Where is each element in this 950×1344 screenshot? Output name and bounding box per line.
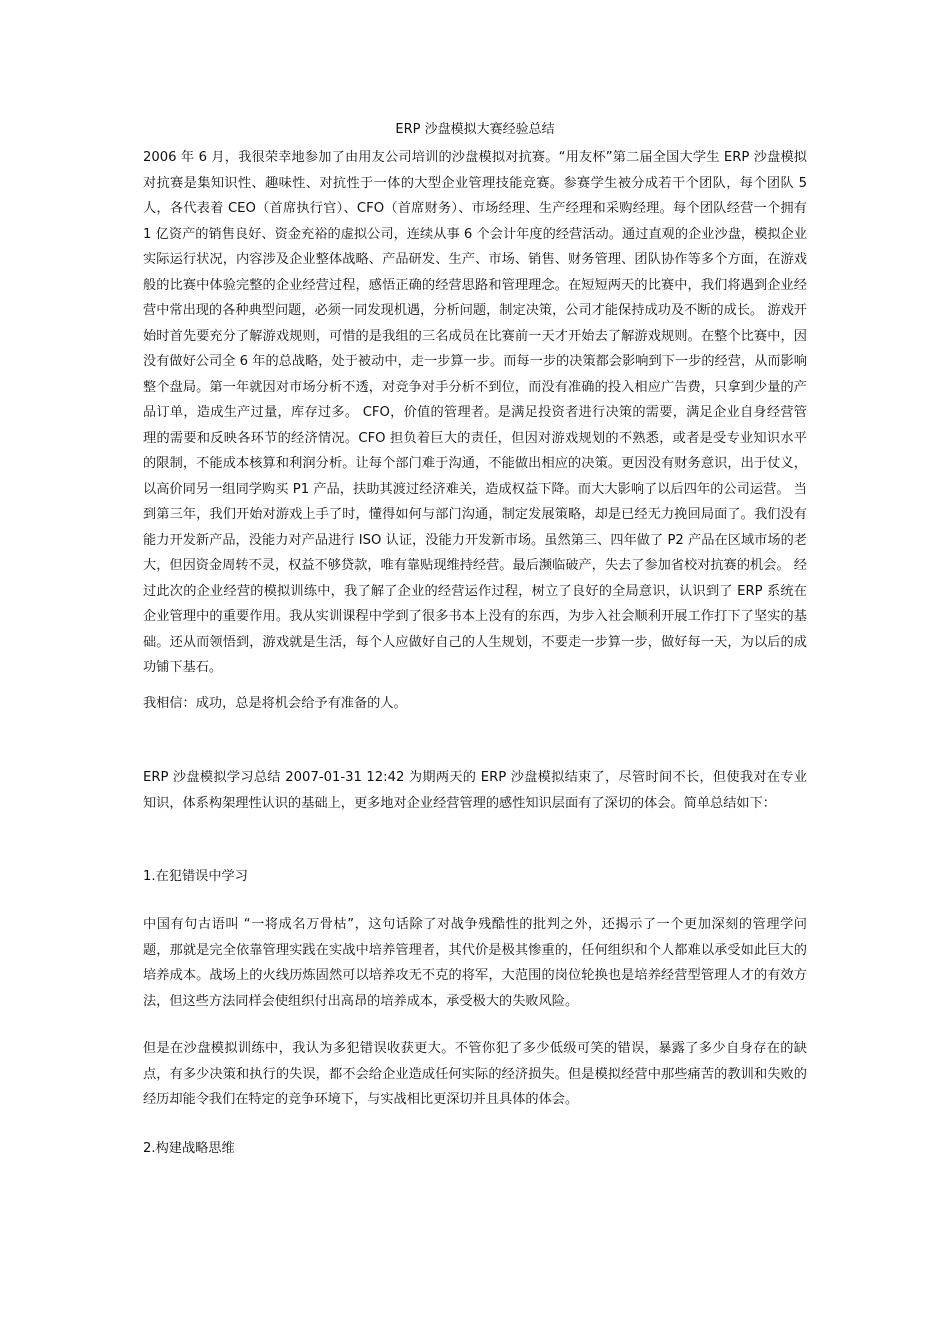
paragraph-learning-summary-intro: ERP 沙盘模拟学习总结 2007-01-31 12:42 为期两天的 ERP 沙盘模拟结束了，尽管时间不长，但使我对在专业知识，体系构架理性认识的基础上，更多地对企业经营管理的感性知识层面有了深切的体会。简单总结如下： xyxy=(143,770,807,811)
section-heading-learn-from-mistakes: 1.在犯错误中学习 xyxy=(143,869,248,884)
document-title: ERP 沙盘模拟大赛经验总结 xyxy=(395,122,555,137)
section-heading-strategic-thinking: 2.构建战略思维 xyxy=(143,1141,235,1156)
closing-line: 我相信：成功，总是将机会给予有准备的人。 xyxy=(143,696,407,711)
paragraph-sandbox-mistakes: 但是在沙盘模拟训练中，我认为多犯错误收获更大。不管你犯了多少低级可笑的错误，暴露了多少自身存在的缺点，有多少决策和执行的失误，都不会给企业造成任何实际的经济损失。但是模拟经营中那些痛苦的教训和失败的经历却能令我们在特定的竞争环境下，与实战相比更深切并且具体的体会。 xyxy=(143,1041,807,1107)
paragraph-proverb: 中国有句古语叫 “一将成名万骨枯”，这句话除了对战争残酷性的批判之外，还揭示了一个更加深刻的管理学问题，那就是完全依靠管理实践在实战中培养管理者，其代价是极其惨重的，任何组织和个人都难以承受如此巨大的培养成本。战场上的火线历炼固然可以培养攻无不克的将军，大范围的岗位轮换也是培养经营型管理人才的有效方法，但这些方法同样会使组织付出高昂的培养成本，承受极大的失败风险。 xyxy=(143,917,807,1009)
paragraph-competition-summary: 2006 年 6 月，我很荣幸地参加了由用友公司培训的沙盘模拟对抗赛。“用友杯”第二届全国大学生 ERP 沙盘模拟对抗赛是集知识性、趣味性、对抗性于一体的大型企业管理技能竞赛。参赛学生被分成若干个团队，每个团队 5 人，各代表着 CEO（首席执行官）、CFO（首席财务）、市场经理、生产经理和采购经理。每个团队经营一个拥有 1 亿资产的销售良好、资金充裕的虚拟公司，连续从事 6 个会计年度的经营活动。通过直观的企业沙盘，模拟企业实际运行状况，内容涉及企业整体战略、产品研发、生产、市场、销售、财务管理、团队协作等多个方面，在游戏般的比赛中体验完整的企业经营过程，感悟正确的经营思路和管理理念。在短短两天的比赛中，我们将遇到企业经营中常出现的各种典型问题，必须一同发现机遇，分析问题，制定决策，公司才能保持成功及不断的成长。 游戏开始时首先要充分了解游戏规则，可惜的是我组的三名成员在比赛前一天才开始去了解游戏规则。在整个比赛中，因没有做好公司全 6 年的总战略，处于被动中，走一步算一步。而每一步的决策都会影响到下一步的经营，从而影响整个盘局。第一年就因对市场分析不透，对竞争对手分析不到位，而没有准确的投入相应广告费，只拿到少量的产品订单，造成生产过量，库存过多。 CFO，价值的管理者。是满足投资者进行决策的需要，满足企业自身经营管理的需要和反映各环节的经济情况。CFO 担负着巨大的责任，但因对游戏规划的不熟悉，或者是受专业知识水平的限制，不能成本核算和利润分析。让每个部门难于沟通，不能做出相应的决策。更因没有财务意识，出于仗义，以高价同另一组同学购买 P1 产品，扶助其渡过经济难关，造成权益下降。而大大影响了以后四年的公司运营。 当到第三年，我们开始对游戏上手了时，懂得如何与部门沟通，制定发展策略，却是已经无力挽回局面了。我们没有能力开发新产品，没能力对产品进行 ISO 认证，没能力开发新市场。虽然第三、四年做了 P2 产品在区域市场的老大，但因资金周转不灵，权益不够贷款，唯有靠贴现维持经营。最后濒临破产，失去了参加省校对抗赛的机会。 经过此次的企业经营的模拟训练中，我了解了企业的经营运作过程，树立了良好的全局意识，认识到了 ERP 系统在企业管理中的重要作用。我从实训课程中学到了很多书本上没有的东西，为步入社会顺利开展工作打下了坚实的基础。还从而领悟到，游戏就是生活，每个人应做好自己的人生规划，不要走一步算一步，做好每一天，为以后的成功铺下基石。 xyxy=(143,150,807,675)
